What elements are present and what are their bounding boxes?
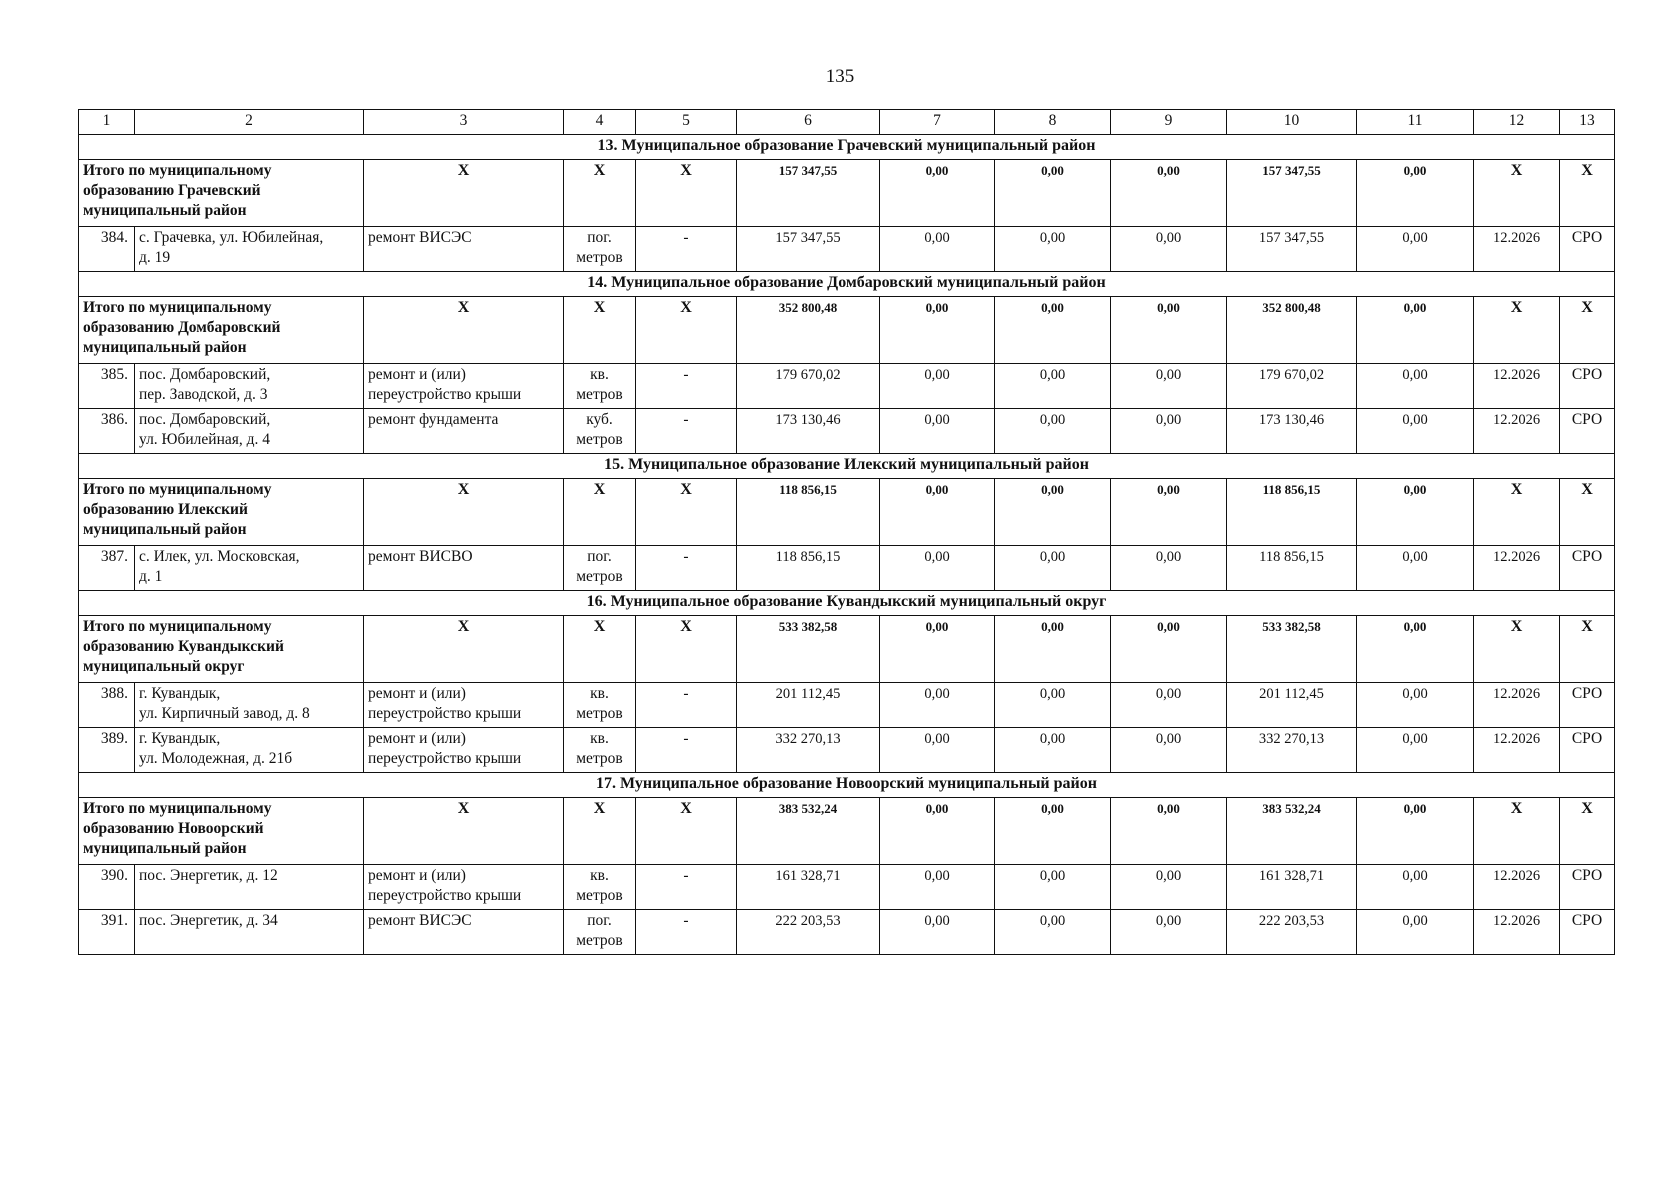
row-number: 391.: [79, 910, 135, 955]
column-number: 2: [135, 110, 364, 135]
total-row: [79, 479, 1615, 546]
c7-cell: 0,00: [880, 227, 995, 272]
total-c9: 0,00: [1111, 798, 1227, 865]
unit-cell-line: пог.: [587, 229, 612, 246]
c10-cell: 161 328,71: [1227, 865, 1357, 910]
section-title-row: [79, 135, 1615, 160]
section-title-row: [79, 454, 1615, 479]
c11-cell: 0,00: [1357, 364, 1474, 409]
total-c9: 0,00: [1111, 297, 1227, 364]
work-type-cell-line: ремонт и (или): [368, 685, 466, 702]
c9-cell: 0,00: [1111, 728, 1227, 773]
deadline-cell: 12.2026: [1474, 728, 1560, 773]
c11-cell: 0,00: [1357, 728, 1474, 773]
c7-cell: 0,00: [880, 409, 995, 454]
works-table: [78, 109, 1615, 955]
unit-cell: [564, 683, 636, 728]
row-number: 390.: [79, 865, 135, 910]
total-label-line: образованию Кувандыкский: [83, 638, 284, 655]
total-c11: 0,00: [1357, 160, 1474, 227]
section-title: 17. Муниципальное образование Новоорский муниципальный район: [79, 773, 1615, 798]
c6-cell: 173 130,46: [737, 409, 880, 454]
column-number: 1: [79, 110, 135, 135]
deadline-cell: 12.2026: [1474, 683, 1560, 728]
total-c5: X: [636, 297, 737, 364]
deadline-cell: 12.2026: [1474, 364, 1560, 409]
address-cell: [135, 910, 364, 955]
c7-cell: 0,00: [880, 546, 995, 591]
section-title-row: [79, 591, 1615, 616]
method-cell: СРО: [1560, 546, 1615, 591]
total-c5: X: [636, 479, 737, 546]
total-c3: X: [364, 479, 564, 546]
total-label-line: образованию Новоорский: [83, 820, 264, 837]
total-c8: 0,00: [995, 160, 1111, 227]
total-c7: 0,00: [880, 479, 995, 546]
section-title-row: [79, 272, 1615, 297]
total-c8: 0,00: [995, 616, 1111, 683]
address-cell-line: г. Кувандык,: [139, 730, 221, 747]
column-number: 13: [1560, 110, 1615, 135]
total-label-line: муниципальный район: [83, 339, 247, 356]
unit-cell: [564, 865, 636, 910]
total-c12: X: [1474, 297, 1560, 364]
c10-cell: 157 347,55: [1227, 227, 1357, 272]
total-c10: 157 347,55: [1227, 160, 1357, 227]
unit-cell-line: кв.: [590, 685, 609, 702]
total-row: [79, 798, 1615, 865]
row-number: 386.: [79, 409, 135, 454]
c11-cell: 0,00: [1357, 865, 1474, 910]
c10-cell: 173 130,46: [1227, 409, 1357, 454]
table-row: [79, 546, 1615, 591]
unit-cell-line: куб.: [586, 411, 613, 428]
column-number: 3: [364, 110, 564, 135]
work-type-cell: [364, 409, 564, 454]
c5-cell: -: [636, 227, 737, 272]
unit-cell: [564, 409, 636, 454]
method-cell: СРО: [1560, 409, 1615, 454]
work-type-cell-line: переустройство крыши: [368, 386, 522, 403]
work-type-cell-line: ремонт и (или): [368, 867, 466, 884]
address-cell: [135, 227, 364, 272]
total-label-line: муниципальный район: [83, 840, 247, 857]
unit-cell-line: кв.: [590, 867, 609, 884]
section-title: 13. Муниципальное образование Грачевский муниципальный район: [79, 135, 1615, 160]
unit-cell-line: пог.: [587, 548, 612, 565]
column-number: 9: [1111, 110, 1227, 135]
c5-cell: -: [636, 728, 737, 773]
address-cell-line: ул. Кирпичный завод, д. 8: [139, 705, 310, 722]
column-number-row: [79, 110, 1615, 135]
c9-cell: 0,00: [1111, 227, 1227, 272]
c11-cell: 0,00: [1357, 683, 1474, 728]
total-c10: 118 856,15: [1227, 479, 1357, 546]
total-row: [79, 160, 1615, 227]
total-c13: X: [1560, 479, 1615, 546]
table-row: [79, 865, 1615, 910]
unit-cell: [564, 546, 636, 591]
unit-cell-line: метров: [576, 932, 623, 949]
unit-cell-line: кв.: [590, 730, 609, 747]
unit-cell: [564, 728, 636, 773]
section-title: 16. Муниципальное образование Кувандыкский муниципальный округ: [79, 591, 1615, 616]
total-c4: X: [564, 479, 636, 546]
column-number: 12: [1474, 110, 1560, 135]
deadline-cell: 12.2026: [1474, 546, 1560, 591]
address-cell-line: пос. Домбаровский,: [139, 366, 271, 383]
unit-cell-line: метров: [576, 431, 623, 448]
address-cell-line: ул. Юбилейная, д. 4: [139, 431, 271, 448]
address-cell: [135, 728, 364, 773]
deadline-cell: 12.2026: [1474, 227, 1560, 272]
work-type-cell-line: переустройство крыши: [368, 887, 522, 904]
total-row: [79, 616, 1615, 683]
address-cell: [135, 409, 364, 454]
table-row: [79, 683, 1615, 728]
total-label-line: Итого по муниципальному: [83, 162, 272, 179]
total-label: [79, 616, 364, 683]
total-label-line: Итого по муниципальному: [83, 481, 272, 498]
unit-cell-line: кв.: [590, 366, 609, 383]
unit-cell-line: пог.: [587, 912, 612, 929]
total-label-line: муниципальный район: [83, 202, 247, 219]
c6-cell: 201 112,45: [737, 683, 880, 728]
unit-cell-line: метров: [576, 705, 623, 722]
address-cell: [135, 364, 364, 409]
total-label-line: образованию Грачевский: [83, 182, 261, 199]
c8-cell: 0,00: [995, 364, 1111, 409]
c9-cell: 0,00: [1111, 546, 1227, 591]
total-c11: 0,00: [1357, 616, 1474, 683]
total-c4: X: [564, 798, 636, 865]
column-number: 5: [636, 110, 737, 135]
deadline-cell: 12.2026: [1474, 910, 1560, 955]
work-type-cell-line: ремонт ВИСЭС: [368, 229, 472, 246]
total-c8: 0,00: [995, 297, 1111, 364]
c10-cell: 179 670,02: [1227, 364, 1357, 409]
total-c7: 0,00: [880, 297, 995, 364]
total-c11: 0,00: [1357, 479, 1474, 546]
c9-cell: 0,00: [1111, 910, 1227, 955]
work-type-cell-line: переустройство крыши: [368, 750, 522, 767]
work-type-cell: [364, 683, 564, 728]
total-label-line: Итого по муниципальному: [83, 618, 272, 635]
c10-cell: 332 270,13: [1227, 728, 1357, 773]
c6-cell: 222 203,53: [737, 910, 880, 955]
total-c4: X: [564, 297, 636, 364]
total-c12: X: [1474, 160, 1560, 227]
total-c5: X: [636, 616, 737, 683]
total-c7: 0,00: [880, 616, 995, 683]
total-c6: 118 856,15: [737, 479, 880, 546]
total-c6: 352 800,48: [737, 297, 880, 364]
unit-cell: [564, 364, 636, 409]
page-number: 135: [825, 66, 855, 87]
total-c3: X: [364, 160, 564, 227]
row-number: 385.: [79, 364, 135, 409]
address-cell-line: ул. Молодежная, д. 21б: [139, 750, 293, 767]
total-c3: X: [364, 297, 564, 364]
total-c6: 157 347,55: [737, 160, 880, 227]
total-c10: 383 532,24: [1227, 798, 1357, 865]
total-label: [79, 798, 364, 865]
table-row: [79, 910, 1615, 955]
work-type-cell: [364, 546, 564, 591]
section-title-row: [79, 773, 1615, 798]
total-label-line: Итого по муниципальному: [83, 800, 272, 817]
c7-cell: 0,00: [880, 865, 995, 910]
address-cell-line: пер. Заводской, д. 3: [139, 386, 268, 403]
c7-cell: 0,00: [880, 910, 995, 955]
total-c8: 0,00: [995, 798, 1111, 865]
section-title: 15. Муниципальное образование Илекский муниципальный район: [79, 454, 1615, 479]
total-c3: X: [364, 616, 564, 683]
work-type-cell-line: ремонт фундамента: [368, 411, 499, 428]
method-cell: СРО: [1560, 683, 1615, 728]
c6-cell: 179 670,02: [737, 364, 880, 409]
c10-cell: 222 203,53: [1227, 910, 1357, 955]
c9-cell: 0,00: [1111, 409, 1227, 454]
total-label-line: муниципальный округ: [83, 658, 245, 675]
c6-cell: 161 328,71: [737, 865, 880, 910]
total-c7: 0,00: [880, 160, 995, 227]
total-c13: X: [1560, 798, 1615, 865]
total-c13: X: [1560, 160, 1615, 227]
method-cell: СРО: [1560, 728, 1615, 773]
c5-cell: -: [636, 865, 737, 910]
unit-cell-line: метров: [576, 568, 623, 585]
total-c8: 0,00: [995, 479, 1111, 546]
total-c3: X: [364, 798, 564, 865]
work-type-cell: [364, 865, 564, 910]
total-c7: 0,00: [880, 798, 995, 865]
column-number: 4: [564, 110, 636, 135]
c8-cell: 0,00: [995, 546, 1111, 591]
address-cell-line: с. Грачевка, ул. Юбилейная,: [139, 229, 324, 246]
address-cell-line: пос. Энергетик, д. 12: [139, 867, 278, 884]
total-c5: X: [636, 160, 737, 227]
address-cell-line: пос. Энергетик, д. 34: [139, 912, 278, 929]
c8-cell: 0,00: [995, 728, 1111, 773]
c7-cell: 0,00: [880, 683, 995, 728]
table-row: [79, 409, 1615, 454]
row-number: 389.: [79, 728, 135, 773]
total-c9: 0,00: [1111, 616, 1227, 683]
work-type-cell-line: ремонт ВИСЭС: [368, 912, 472, 929]
work-type-cell-line: ремонт и (или): [368, 366, 466, 383]
c8-cell: 0,00: [995, 865, 1111, 910]
address-cell-line: д. 1: [139, 568, 163, 585]
column-number: 10: [1227, 110, 1357, 135]
method-cell: СРО: [1560, 227, 1615, 272]
method-cell: СРО: [1560, 865, 1615, 910]
column-number: 6: [737, 110, 880, 135]
unit-cell: [564, 910, 636, 955]
total-label: [79, 297, 364, 364]
c5-cell: -: [636, 683, 737, 728]
total-c4: X: [564, 160, 636, 227]
unit-cell: [564, 227, 636, 272]
total-row: [79, 297, 1615, 364]
c9-cell: 0,00: [1111, 364, 1227, 409]
unit-cell-line: метров: [576, 750, 623, 767]
total-c9: 0,00: [1111, 479, 1227, 546]
c6-cell: 118 856,15: [737, 546, 880, 591]
table-row: [79, 364, 1615, 409]
c10-cell: 118 856,15: [1227, 546, 1357, 591]
total-c12: X: [1474, 479, 1560, 546]
unit-cell-line: метров: [576, 887, 623, 904]
address-cell-line: с. Илек, ул. Московская,: [139, 548, 300, 565]
total-c11: 0,00: [1357, 297, 1474, 364]
c6-cell: 332 270,13: [737, 728, 880, 773]
column-number: 7: [880, 110, 995, 135]
c9-cell: 0,00: [1111, 683, 1227, 728]
c7-cell: 0,00: [880, 364, 995, 409]
deadline-cell: 12.2026: [1474, 409, 1560, 454]
total-c12: X: [1474, 616, 1560, 683]
c11-cell: 0,00: [1357, 227, 1474, 272]
column-number: 8: [995, 110, 1111, 135]
total-c11: 0,00: [1357, 798, 1474, 865]
section-title: 14. Муниципальное образование Домбаровский муниципальный район: [79, 272, 1615, 297]
total-label: [79, 160, 364, 227]
total-label-line: муниципальный район: [83, 521, 247, 538]
total-c13: X: [1560, 297, 1615, 364]
address-cell-line: д. 19: [139, 249, 171, 266]
c8-cell: 0,00: [995, 683, 1111, 728]
total-c10: 352 800,48: [1227, 297, 1357, 364]
total-c9: 0,00: [1111, 160, 1227, 227]
c11-cell: 0,00: [1357, 409, 1474, 454]
c10-cell: 201 112,45: [1227, 683, 1357, 728]
row-number: 388.: [79, 683, 135, 728]
work-type-cell-line: переустройство крыши: [368, 705, 522, 722]
method-cell: СРО: [1560, 364, 1615, 409]
total-c12: X: [1474, 798, 1560, 865]
total-c6: 533 382,58: [737, 616, 880, 683]
c6-cell: 157 347,55: [737, 227, 880, 272]
unit-cell-line: метров: [576, 249, 623, 266]
c9-cell: 0,00: [1111, 865, 1227, 910]
work-type-cell: [364, 364, 564, 409]
c5-cell: -: [636, 546, 737, 591]
c8-cell: 0,00: [995, 227, 1111, 272]
address-cell-line: г. Кувандык,: [139, 685, 221, 702]
total-label-line: образованию Илекский: [83, 501, 248, 518]
table-body: [79, 110, 1615, 955]
c7-cell: 0,00: [880, 728, 995, 773]
work-type-cell: [364, 910, 564, 955]
c8-cell: 0,00: [995, 409, 1111, 454]
work-type-cell-line: ремонт ВИСВО: [368, 548, 473, 565]
address-cell: [135, 546, 364, 591]
c5-cell: -: [636, 409, 737, 454]
row-number: 384.: [79, 227, 135, 272]
work-type-cell: [364, 227, 564, 272]
c11-cell: 0,00: [1357, 910, 1474, 955]
c11-cell: 0,00: [1357, 546, 1474, 591]
total-label-line: Итого по муниципальному: [83, 299, 272, 316]
table-row: [79, 227, 1615, 272]
address-cell: [135, 683, 364, 728]
row-number: 387.: [79, 546, 135, 591]
c5-cell: -: [636, 364, 737, 409]
c5-cell: -: [636, 910, 737, 955]
total-c13: X: [1560, 616, 1615, 683]
total-c4: X: [564, 616, 636, 683]
column-number: 11: [1357, 110, 1474, 135]
total-label-line: образованию Домбаровский: [83, 319, 281, 336]
total-c5: X: [636, 798, 737, 865]
method-cell: СРО: [1560, 910, 1615, 955]
total-c10: 533 382,58: [1227, 616, 1357, 683]
table-row: [79, 728, 1615, 773]
address-cell-line: пос. Домбаровский,: [139, 411, 271, 428]
work-type-cell-line: ремонт и (или): [368, 730, 466, 747]
c8-cell: 0,00: [995, 910, 1111, 955]
unit-cell-line: метров: [576, 386, 623, 403]
deadline-cell: 12.2026: [1474, 865, 1560, 910]
address-cell: [135, 865, 364, 910]
total-label: [79, 479, 364, 546]
work-type-cell: [364, 728, 564, 773]
total-c6: 383 532,24: [737, 798, 880, 865]
